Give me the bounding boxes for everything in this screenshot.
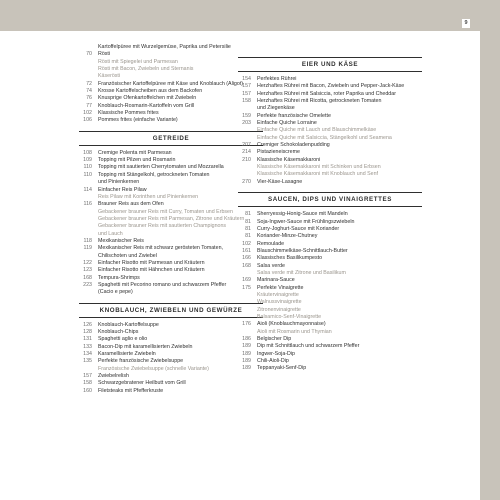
recipe-title: Perfektes Rührei — [257, 76, 297, 82]
recipe-entry — [79, 260, 263, 267]
edge-strip — [480, 31, 500, 500]
recipe-entry — [79, 164, 263, 171]
page-ref: 108 — [83, 149, 92, 156]
recipe-variant-entry — [79, 366, 263, 373]
page-ref: 76 — [86, 95, 92, 102]
recipe-title: Belgischer Dip — [257, 336, 292, 342]
page-ref: 157 — [242, 90, 251, 97]
recipe-entry — [79, 172, 263, 179]
recipe-entry — [238, 120, 422, 127]
recipe-title: Reis Pilaw mit Korinthen und Pinienkernen — [98, 193, 199, 200]
recipe-title: Vier-Käse-Lasagne — [257, 178, 303, 185]
recipe-title: Chilischoten und Zwiebel — [98, 252, 157, 259]
left-top-list — [79, 44, 263, 125]
recipe-title: Chili-Aioli-Dip — [257, 358, 289, 365]
recipe-entry — [79, 103, 263, 110]
recipe-title: Schwarzgebratener Heilbutt vom Grill — [98, 380, 186, 387]
recipe-title: Mexikanischer Reis mit schwarz gerösteten Tomaten, — [98, 245, 224, 252]
page-ref: 161 — [242, 247, 251, 254]
recipe-title: Zwiebelrelish — [98, 373, 129, 380]
recipe-entry — [79, 110, 263, 117]
recipe-title: Klassische Pommes frites — [98, 110, 159, 117]
recipe-title: und Pinienkernen — [98, 179, 140, 186]
recipe-entry — [238, 142, 422, 149]
recipe-title: und Lauch — [98, 230, 123, 237]
page-ref: 133 — [83, 343, 92, 350]
recipe-entry — [238, 226, 422, 233]
recipe-title: Klassische Käsemakkaroni — [257, 156, 321, 163]
recipe-variant-entry — [79, 209, 263, 216]
recipe-entry — [238, 211, 422, 218]
recipe-title: Koriander-Minze-Chutney — [257, 233, 318, 240]
recipe-entry — [238, 277, 422, 284]
page-ref: 203 — [242, 120, 251, 127]
recipe-title: Herzhaftes Rührei mit Ricotta, getrockneten Tomaten — [257, 98, 382, 105]
page-ref: 74 — [86, 88, 92, 95]
recipe-entry — [79, 88, 263, 95]
recipe-entry — [238, 98, 422, 105]
eier-list — [238, 76, 422, 186]
recipe-entry — [238, 83, 422, 90]
page-ref: 186 — [242, 336, 251, 342]
recipe-title: Zitronenvinaigrette — [257, 306, 301, 313]
page-ref: 154 — [242, 76, 251, 82]
page-ref: 102 — [83, 110, 92, 117]
recipe-variant-entry — [238, 299, 422, 306]
recipe-title: Remoulade — [257, 240, 285, 247]
recipe-title: Klassische Käsemakkaroni mit Knoblauch und Senf — [257, 171, 379, 178]
page-ref: 158 — [83, 380, 92, 387]
page-ref: 110 — [83, 164, 92, 171]
recipe-entry — [238, 285, 422, 292]
recipe-title: Rösti mit Bacon, Zwiebeln und Sternanis — [98, 66, 194, 73]
recipe-variant-entry — [79, 59, 263, 66]
recipe-entry — [238, 113, 422, 120]
page-ref: 270 — [242, 178, 251, 185]
recipe-title: Balsamico-Senf-Vinaigrette — [257, 313, 322, 320]
recipe-title: Klassisches Basilikumpesto — [257, 255, 323, 262]
recipe-title: Knoblauch-Chips — [98, 329, 139, 335]
page-ref: 109 — [83, 157, 92, 164]
recipe-variant-entry — [238, 292, 422, 299]
recipe-title: Salsa verde mit Zitrone und Basilikum — [257, 269, 346, 276]
page-ref: 166 — [242, 255, 251, 262]
page-ref: 160 — [83, 387, 92, 394]
page-ref: 72 — [86, 80, 92, 87]
page-ref: 169 — [242, 277, 251, 284]
recipe-entry — [238, 105, 422, 112]
recipe-title: Topping mit Stängelkohl, getrockneten Tomaten — [98, 171, 210, 178]
page-ref: 81 — [245, 225, 251, 232]
recipe-title: Einfacher Reis Pilaw — [98, 186, 147, 193]
recipe-entry — [238, 351, 422, 358]
recipe-entry — [79, 380, 263, 387]
recipe-title: Aioli mit Rosmarin und Thymian — [257, 328, 332, 335]
recipe-title: Ingwer-Soja-Dip — [257, 350, 295, 357]
recipe-entry — [79, 179, 263, 186]
page-ref: 189 — [242, 365, 251, 372]
page-ref: 116 — [83, 201, 92, 208]
recipe-title: Bacon-Dip mit karamellisierten Zwiebeln — [98, 343, 193, 350]
page-ref: 126 — [83, 321, 92, 328]
page-ref: 135 — [83, 358, 92, 365]
recipe-variant-entry — [79, 194, 263, 201]
recipe-entry — [79, 282, 263, 289]
recipe-title: Brauner Reis aus dem Ofen — [98, 201, 164, 208]
page-ref: 128 — [83, 329, 92, 335]
recipe-entry — [79, 388, 263, 395]
page-ref: 223 — [83, 281, 92, 288]
recipe-title: und Ziegenkäse — [257, 105, 295, 112]
page-ref: 77 — [86, 102, 92, 109]
recipe-entry — [238, 179, 422, 186]
section-heading-eier: EIER UND KÄSE — [238, 57, 422, 72]
recipe-entry — [79, 351, 263, 358]
recipe-title: Tempura-Shrimps — [98, 274, 140, 281]
recipe-variant-entry — [79, 66, 263, 73]
recipe-title: Curry-Joghurt-Sauce mit Koriander — [257, 225, 340, 232]
recipe-entry — [238, 76, 422, 83]
page-ref: 207 — [242, 142, 251, 149]
recipe-entry — [238, 241, 422, 248]
saucen-list — [238, 211, 422, 373]
page-ref: 122 — [83, 259, 92, 266]
recipe-variant-entry — [79, 216, 263, 223]
recipe-title: Kräutervinaigrette — [257, 291, 299, 298]
recipe-title: Rösti mit Spiegelei und Parmesan — [98, 58, 178, 65]
recipe-entry — [79, 289, 263, 296]
recipe-title: Dip mit Schnittlauch und schwarzem Pfeffer — [257, 343, 360, 350]
recipe-entry — [79, 187, 263, 194]
recipe-variant-entry — [238, 270, 422, 277]
recipe-title: Gebackener brauner Reis mit Parmesan, Zitrone und Kräutern — [98, 215, 245, 222]
recipe-title: Knoblauch-Rosmarin-Kartoffeln vom Grill — [98, 102, 195, 109]
page-ref: 119 — [83, 245, 92, 252]
page-ref: 118 — [83, 237, 92, 244]
recipe-title: Knoblauch-Kartoffelsuppe — [98, 321, 159, 328]
recipe-title: Perfekte Vinaigrette — [257, 284, 304, 291]
getreide-list — [79, 150, 263, 297]
page-ref: 81 — [245, 211, 251, 218]
recipe-title: Klassische Käsemakkaroni mit Schinken und Erbsen — [257, 164, 381, 171]
recipe-title: Spaghetti mit Pecorino romano und schwarzem Pfeffer — [98, 281, 227, 288]
recipe-title: Einfache Quiche mit Salsiccia, Stängelkohl und Seamena — [257, 134, 392, 141]
recipe-title: Filetsteaks mit Pfefferkruste — [98, 387, 164, 394]
recipe-entry — [79, 81, 263, 88]
recipe-entry — [238, 157, 422, 164]
section-heading-getreide: GETREIDE — [79, 131, 263, 146]
recipe-title: Französische Zwiebelsuppe (schnelle Variante) — [98, 365, 209, 372]
recipe-variant-entry — [238, 127, 422, 134]
recipe-title: Einfacher Risotto mit Parmesan und Kräutern — [98, 259, 205, 266]
page-ref: 81 — [245, 218, 251, 225]
recipe-entry — [79, 150, 263, 157]
recipe-entry — [238, 263, 422, 270]
recipe-title: Kartoffelpüree mit Wurzelgemüse, Paprika und Petersilie — [98, 44, 231, 50]
recipe-variant-entry — [238, 307, 422, 314]
recipe-title: Walnussvinaigrette — [257, 299, 302, 306]
recipe-variant-entry — [238, 164, 422, 171]
page-ref: 168 — [83, 274, 92, 281]
recipe-entry — [238, 219, 422, 226]
recipe-title: Krosse Kartoffelscheiben aus dem Backofen — [98, 88, 203, 95]
recipe-title: Cremiger Schokoladenpudding — [257, 142, 330, 149]
page-ref: 110 — [83, 171, 92, 178]
recipe-entry — [79, 267, 263, 274]
recipe-title: Einfache Quiche mit Lauch und Blauschimmelkäse — [257, 127, 377, 134]
recipe-entry — [79, 117, 263, 124]
recipe-variant-entry — [79, 223, 263, 230]
recipe-variant-entry — [238, 314, 422, 321]
recipe-title: Sherryessig-Honig-Sauce mit Mandeln — [257, 211, 348, 218]
page-ref: 81 — [245, 233, 251, 240]
page-ref: 131 — [83, 336, 92, 343]
recipe-entry — [79, 344, 263, 351]
recipe-entry — [79, 201, 263, 208]
recipe-title: Topping mit Pilzen und Rosmarin — [98, 157, 176, 164]
page-ref: 157 — [242, 83, 251, 90]
page-ref: 168 — [242, 262, 251, 269]
recipe-title: Aioli (Knoblauchmayonnaise) — [257, 321, 326, 328]
page-ref: 210 — [242, 156, 251, 163]
recipe-title: Spaghetti aglio e olio — [98, 336, 148, 343]
recipe-variant-entry — [79, 231, 263, 238]
recipe-title: Einfache Quiche Lorraine — [257, 120, 317, 127]
recipe-title: Perfekte französische Omelette — [257, 112, 331, 119]
recipe-variant-entry — [238, 171, 422, 178]
recipe-variant-entry — [79, 73, 263, 80]
recipe-entry — [79, 245, 263, 252]
top-bar — [0, 0, 500, 31]
section-heading-saucen: SAUCEN, DIPS UND VINAIGRETTES — [238, 192, 422, 207]
recipe-entry — [79, 157, 263, 164]
recipe-entry — [238, 321, 422, 328]
page-ref: 70 — [86, 51, 92, 58]
recipe-title: Knusprige Ofenkartoffelchen mit Zwiebeln — [98, 95, 197, 102]
recipe-title: Topping mit sautierten Cherrytomaten und Mozzarella — [98, 164, 224, 171]
recipe-entry — [79, 44, 263, 51]
recipe-title: Mexikanischer Reis — [98, 237, 144, 244]
recipe-entry — [238, 233, 422, 240]
page-ref: 189 — [242, 358, 251, 365]
page-ref: 159 — [242, 112, 251, 119]
recipe-title: Teppanyaki-Senf-Dip — [257, 365, 307, 372]
recipe-title: Cremige Polenta mit Parmesan — [98, 149, 172, 156]
recipe-entry — [238, 248, 422, 255]
recipe-title: Herzhaftes Rührei mit Salsiccia, roter Paprika und Cheddar — [257, 90, 396, 97]
right-column — [238, 57, 422, 373]
recipe-variant-entry — [238, 135, 422, 142]
recipe-entry — [79, 253, 263, 260]
page-ref: 189 — [242, 343, 251, 350]
page-ref: 102 — [242, 240, 251, 247]
recipe-title: Käserösti — [98, 73, 121, 80]
page-ref: 175 — [242, 284, 251, 291]
recipe-entry — [238, 91, 422, 98]
recipe-entry — [79, 322, 263, 329]
recipe-title: Salsa verde — [257, 262, 285, 269]
page-number: 9 — [462, 19, 470, 28]
recipe-title: Rösti — [98, 51, 111, 58]
recipe-title: Französischer Kartoffelpüree mit Käse und Knoblauch (Aligot) — [98, 80, 244, 87]
recipe-title: Gebackener brauner Reis mit Curry, Tomaten und Erbsen — [98, 208, 233, 215]
recipe-title: (Cacio e pepe) — [98, 289, 133, 296]
recipe-title: Karamellisierte Zwiebeln — [98, 351, 156, 358]
recipe-entry — [238, 358, 422, 365]
recipe-title: Marinara-Sauce — [257, 277, 295, 284]
recipe-title: Soja-Ingwer-Sauce mit Frühlingszwiebeln — [257, 218, 355, 225]
page-ref: 176 — [242, 321, 251, 328]
recipe-entry — [79, 358, 263, 365]
page-ref: 214 — [242, 149, 251, 156]
page-ref: 123 — [83, 267, 92, 274]
recipe-title: Pommes frites (einfache Variante) — [98, 117, 178, 124]
recipe-title: Herzhaftes Rührei mit Bacon, Zwiebeln und Pepper-Jack-Käse — [257, 83, 405, 90]
recipe-entry — [79, 95, 263, 102]
recipe-entry — [238, 149, 422, 156]
recipe-title: Perfekte französische Zwiebelsuppe — [98, 358, 184, 365]
recipe-entry — [238, 365, 422, 372]
recipe-entry — [79, 275, 263, 282]
recipe-title: Gebackener brauner Reis mit sautierten Champignons — [98, 223, 227, 230]
recipe-variant-entry — [238, 329, 422, 336]
recipe-entry — [79, 329, 263, 336]
page-ref: 134 — [83, 351, 92, 358]
knoblauch-list — [79, 322, 263, 395]
recipe-entry — [79, 373, 263, 380]
recipe-entry — [79, 238, 263, 245]
page-ref: 106 — [83, 117, 92, 124]
recipe-title: Pistazieneiscreme — [257, 149, 300, 156]
section-heading-knoblauch: KNOBLAUCH, ZWIEBELN UND GEWÜRZE — [79, 303, 263, 318]
recipe-entry — [79, 51, 263, 58]
left-column — [79, 44, 263, 395]
page-ref: 114 — [83, 186, 92, 193]
recipe-entry — [79, 336, 263, 343]
page-ref: 158 — [242, 98, 251, 105]
page-ref: 189 — [242, 350, 251, 357]
recipe-entry — [238, 343, 422, 350]
recipe-entry — [238, 255, 422, 262]
recipe-title: Blauschimmelkäse-Schnittlauch-Butter — [257, 247, 348, 254]
page-ref: 157 — [83, 373, 92, 380]
recipe-title: Einfacher Risotto mit Hähnchen und Kräutern — [98, 267, 205, 274]
recipe-entry — [238, 336, 422, 343]
